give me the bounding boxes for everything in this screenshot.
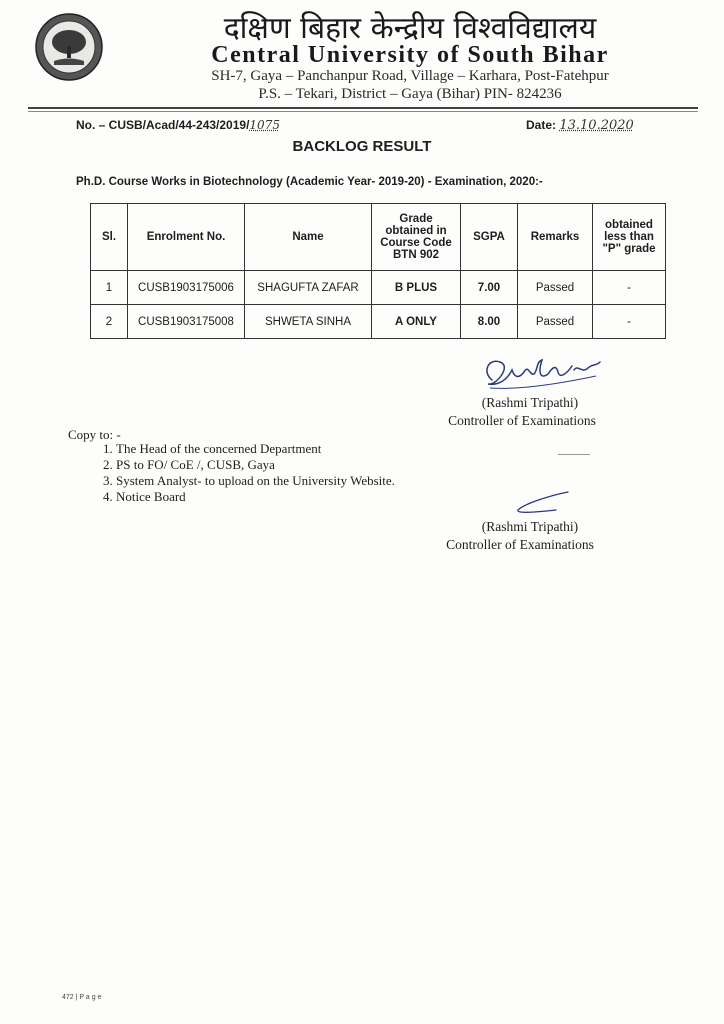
address-line-1: SH-7, Gaya – Panchanpur Road, Village – Karhara, Post-Fatehpur (211, 68, 609, 84)
date-label: Date: (526, 118, 557, 132)
list-item: 2. PS to FO/ CoE /, CUSB, Gaya (116, 457, 395, 473)
cell-sl: 1 (91, 271, 128, 305)
signatory-title-1: Controller of Examinations (448, 413, 596, 428)
university-logo (34, 12, 104, 82)
header-sgpa: SGPA (461, 204, 518, 271)
cell-less-than-p: - (593, 271, 666, 305)
document-title: BACKLOG RESULT (292, 138, 432, 155)
cell-name: SHAGUFTA ZAFAR (245, 271, 372, 305)
result-table (90, 203, 666, 339)
divider-dash (558, 454, 590, 455)
university-name-hindi: दक्षिण बिहार केन्द्रीय विश्वविद्यालय (223, 11, 597, 46)
cell-sgpa: 7.00 (461, 271, 518, 305)
cell-enrolment: CUSB1903175008 (128, 305, 245, 339)
header-rule (28, 107, 698, 109)
signature-image (478, 350, 608, 395)
cell-grade: A ONLY (372, 305, 461, 339)
header-name: Name (245, 204, 372, 271)
cell-name: SHWETA SINHA (245, 305, 372, 339)
header-less-than-p: obtained less than "P" grade (593, 204, 666, 271)
cell-less-than-p: - (593, 305, 666, 339)
table-row (91, 305, 666, 339)
cell-enrolment: CUSB1903175006 (128, 271, 245, 305)
header-enrolment: Enrolment No. (128, 204, 245, 271)
list-item: 1. The Head of the concerned Department (116, 441, 395, 457)
signature-initial-image (508, 488, 583, 518)
signatory-name-1: (Rashmi Tripathi) (481, 395, 579, 410)
table-header-row (91, 204, 666, 271)
list-item: 4. Notice Board (116, 489, 395, 505)
document-date (526, 118, 634, 133)
copy-to-list (92, 441, 395, 505)
reference-number-handwritten: 1075 (249, 118, 280, 132)
reference-number (76, 118, 280, 132)
table-row (91, 271, 666, 305)
date-handwritten: 13.10.2020 (559, 118, 634, 133)
cell-grade: B PLUS (372, 271, 461, 305)
cell-sl: 2 (91, 305, 128, 339)
cell-remarks: Passed (518, 271, 593, 305)
page-footer: 472 | P a g e (62, 994, 102, 1001)
header-rule-thin (28, 111, 698, 112)
exam-subtitle: Ph.D. Course Works in Biotechnology (Academic Year- 2019-20) - Examination, 2020:- (76, 176, 543, 188)
copy-to-label: Copy to: - (68, 427, 121, 442)
header-grade: Grade obtained in Course Code BTN 902 (372, 204, 461, 271)
signatory-title-2: Controller of Examinations (446, 537, 594, 552)
address-line-2: P.S. – Tekari, District – Gaya (Bihar) PIN- 824236 (258, 86, 562, 102)
cell-remarks: Passed (518, 305, 593, 339)
cell-sgpa: 8.00 (461, 305, 518, 339)
header-remarks: Remarks (518, 204, 593, 271)
header-sl: Sl. (91, 204, 128, 271)
university-name-english: Central University of South Bihar (211, 42, 609, 68)
reference-number-label: No. – CUSB/Acad/44-243/2019/ (76, 118, 250, 132)
signatory-name-2: (Rashmi Tripathi) (481, 519, 579, 534)
list-item: 3. System Analyst- to upload on the University Website. (116, 473, 395, 489)
